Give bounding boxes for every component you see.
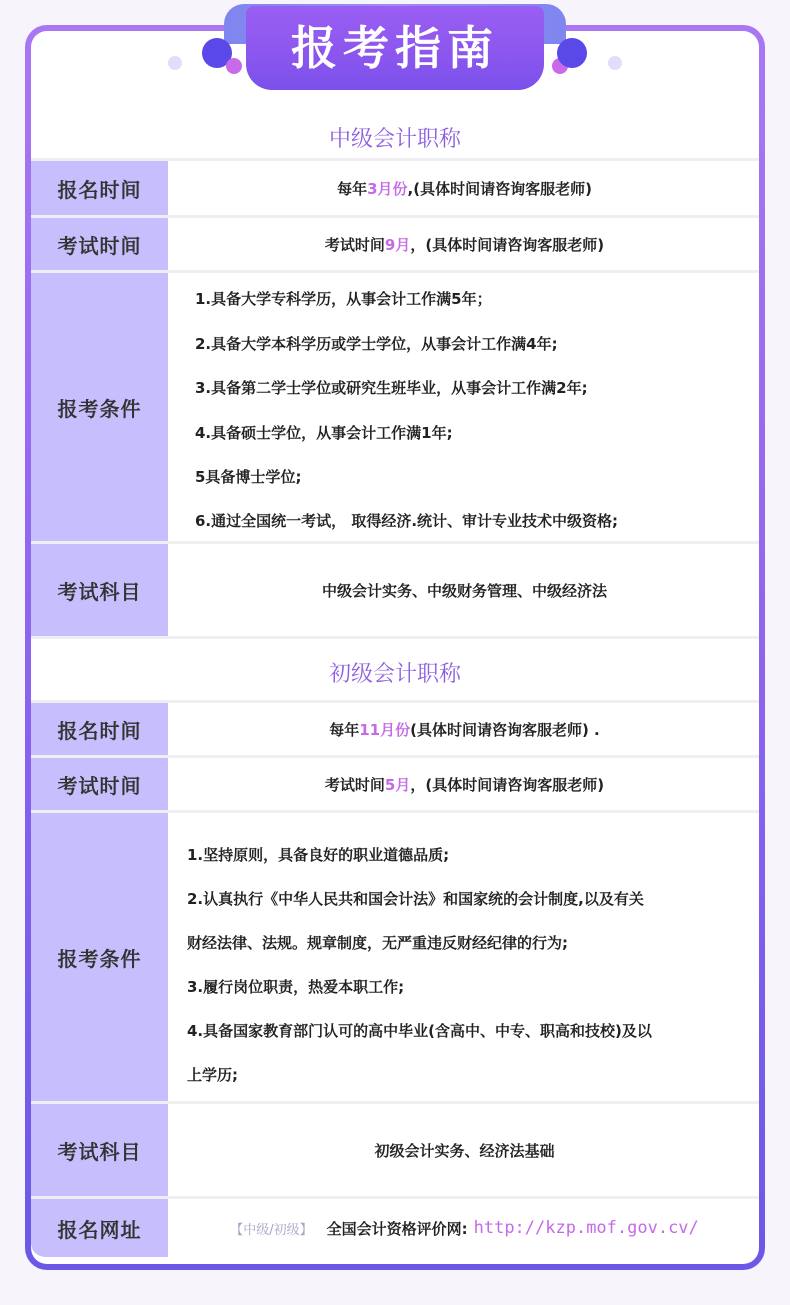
value-mid-exam [170,218,759,270]
level-tag: 【中级/初级】 [230,1222,313,1238]
reg-prefix: 每年 [329,720,360,739]
exam-suffix: ，(具体时间请咨询客服老师) [410,775,605,794]
list-item: 财经法律、法规。规章制度，无严重违反财经纪律的行为; [187,934,569,952]
row-mid-exam [31,218,759,270]
row-junior-exam [31,758,759,810]
decor-dot [168,56,182,70]
reg-month: 3月份 [367,179,408,198]
list-item: 2.具备大学本科学历或学士学位，从事会计工作满4年; [195,335,558,353]
value-mid-conditions [170,273,759,541]
list-item: 1.坚持原则，具备良好的职业道德品质; [187,846,450,864]
value-junior-registration [170,703,759,755]
list-item: 1.具备大学专科学历，从事会计工作满5年； [195,290,492,308]
exam-prefix: 考试时间 [324,235,385,254]
row-website [31,1199,759,1257]
list-item: 上学历; [187,1066,238,1084]
website-name: 全国会计资格评价网: [326,1219,468,1238]
reg-suffix: ,(具体时间请咨询客服老师) [407,179,592,198]
exam-suffix: ，(具体时间请咨询客服老师) [410,235,605,254]
page-title: 报考指南 [246,6,544,90]
label-junior-conditions: 报考条件 [31,813,168,1101]
decor-dot [557,38,587,68]
value-mid-subjects: 中级会计实务、中级财务管理、中级经济法 [170,544,759,636]
value-website [170,1199,759,1257]
label-mid-conditions: 报考条件 [31,273,168,541]
row-mid-registration [31,161,759,215]
value-junior-exam [170,758,759,810]
list-item: 4.具备国家教育部门认可的高中毕业(含高中、中专、职高和技校)及以 [187,1022,652,1040]
label-junior-subjects: 考试科目 [31,1104,168,1196]
decor-dot [226,58,242,74]
value-mid-registration [170,161,759,215]
label-mid-registration: 报名时间 [31,161,168,215]
list-item: 2.认真执行《中华人民共和国会计法》和国家统的会计制度,以及有关 [187,890,644,908]
label-mid-exam: 考试时间 [31,218,168,270]
row-junior-registration [31,703,759,755]
list-item: 6.通过全国统一考试， 取得经济.统计、审计专业技术中级资格; [195,512,619,530]
label-junior-exam: 考试时间 [31,758,168,810]
list-item: 4.具备硕士学位，从事会计工作满1年; [195,424,453,442]
reg-suffix: (具体时间请咨询客服老师) . [410,720,600,739]
section-title-junior: 初级会计职称 [328,662,461,687]
label-mid-subjects: 考试科目 [31,544,168,636]
section-title-mid: 中级会计职称 [328,127,461,152]
decor-dot [608,56,622,70]
list-item: 3.具备第二学士学位或研究生班毕业，从事会计工作满2年; [195,379,588,397]
list-item: 3.履行岗位职责，热爱本职工作; [187,978,405,996]
divider [31,636,759,639]
list-item: 5具备博士学位; [195,468,302,486]
label-junior-registration: 报名时间 [31,703,168,755]
row-mid-subjects [31,544,759,636]
exam-prefix: 考试时间 [324,775,385,794]
value-junior-subjects: 初级会计实务、经济法基础 [170,1104,759,1196]
label-website: 报名网址 [31,1199,168,1257]
exam-month: 9月 [384,235,411,254]
reg-prefix: 每年 [337,179,368,198]
website-link[interactable]: http://kzp.mof.gov.cv/ [473,1218,699,1238]
row-mid-conditions [31,273,759,541]
exam-month: 5月 [384,775,411,794]
row-junior-subjects [31,1104,759,1196]
reg-month: 11月份 [359,720,411,739]
